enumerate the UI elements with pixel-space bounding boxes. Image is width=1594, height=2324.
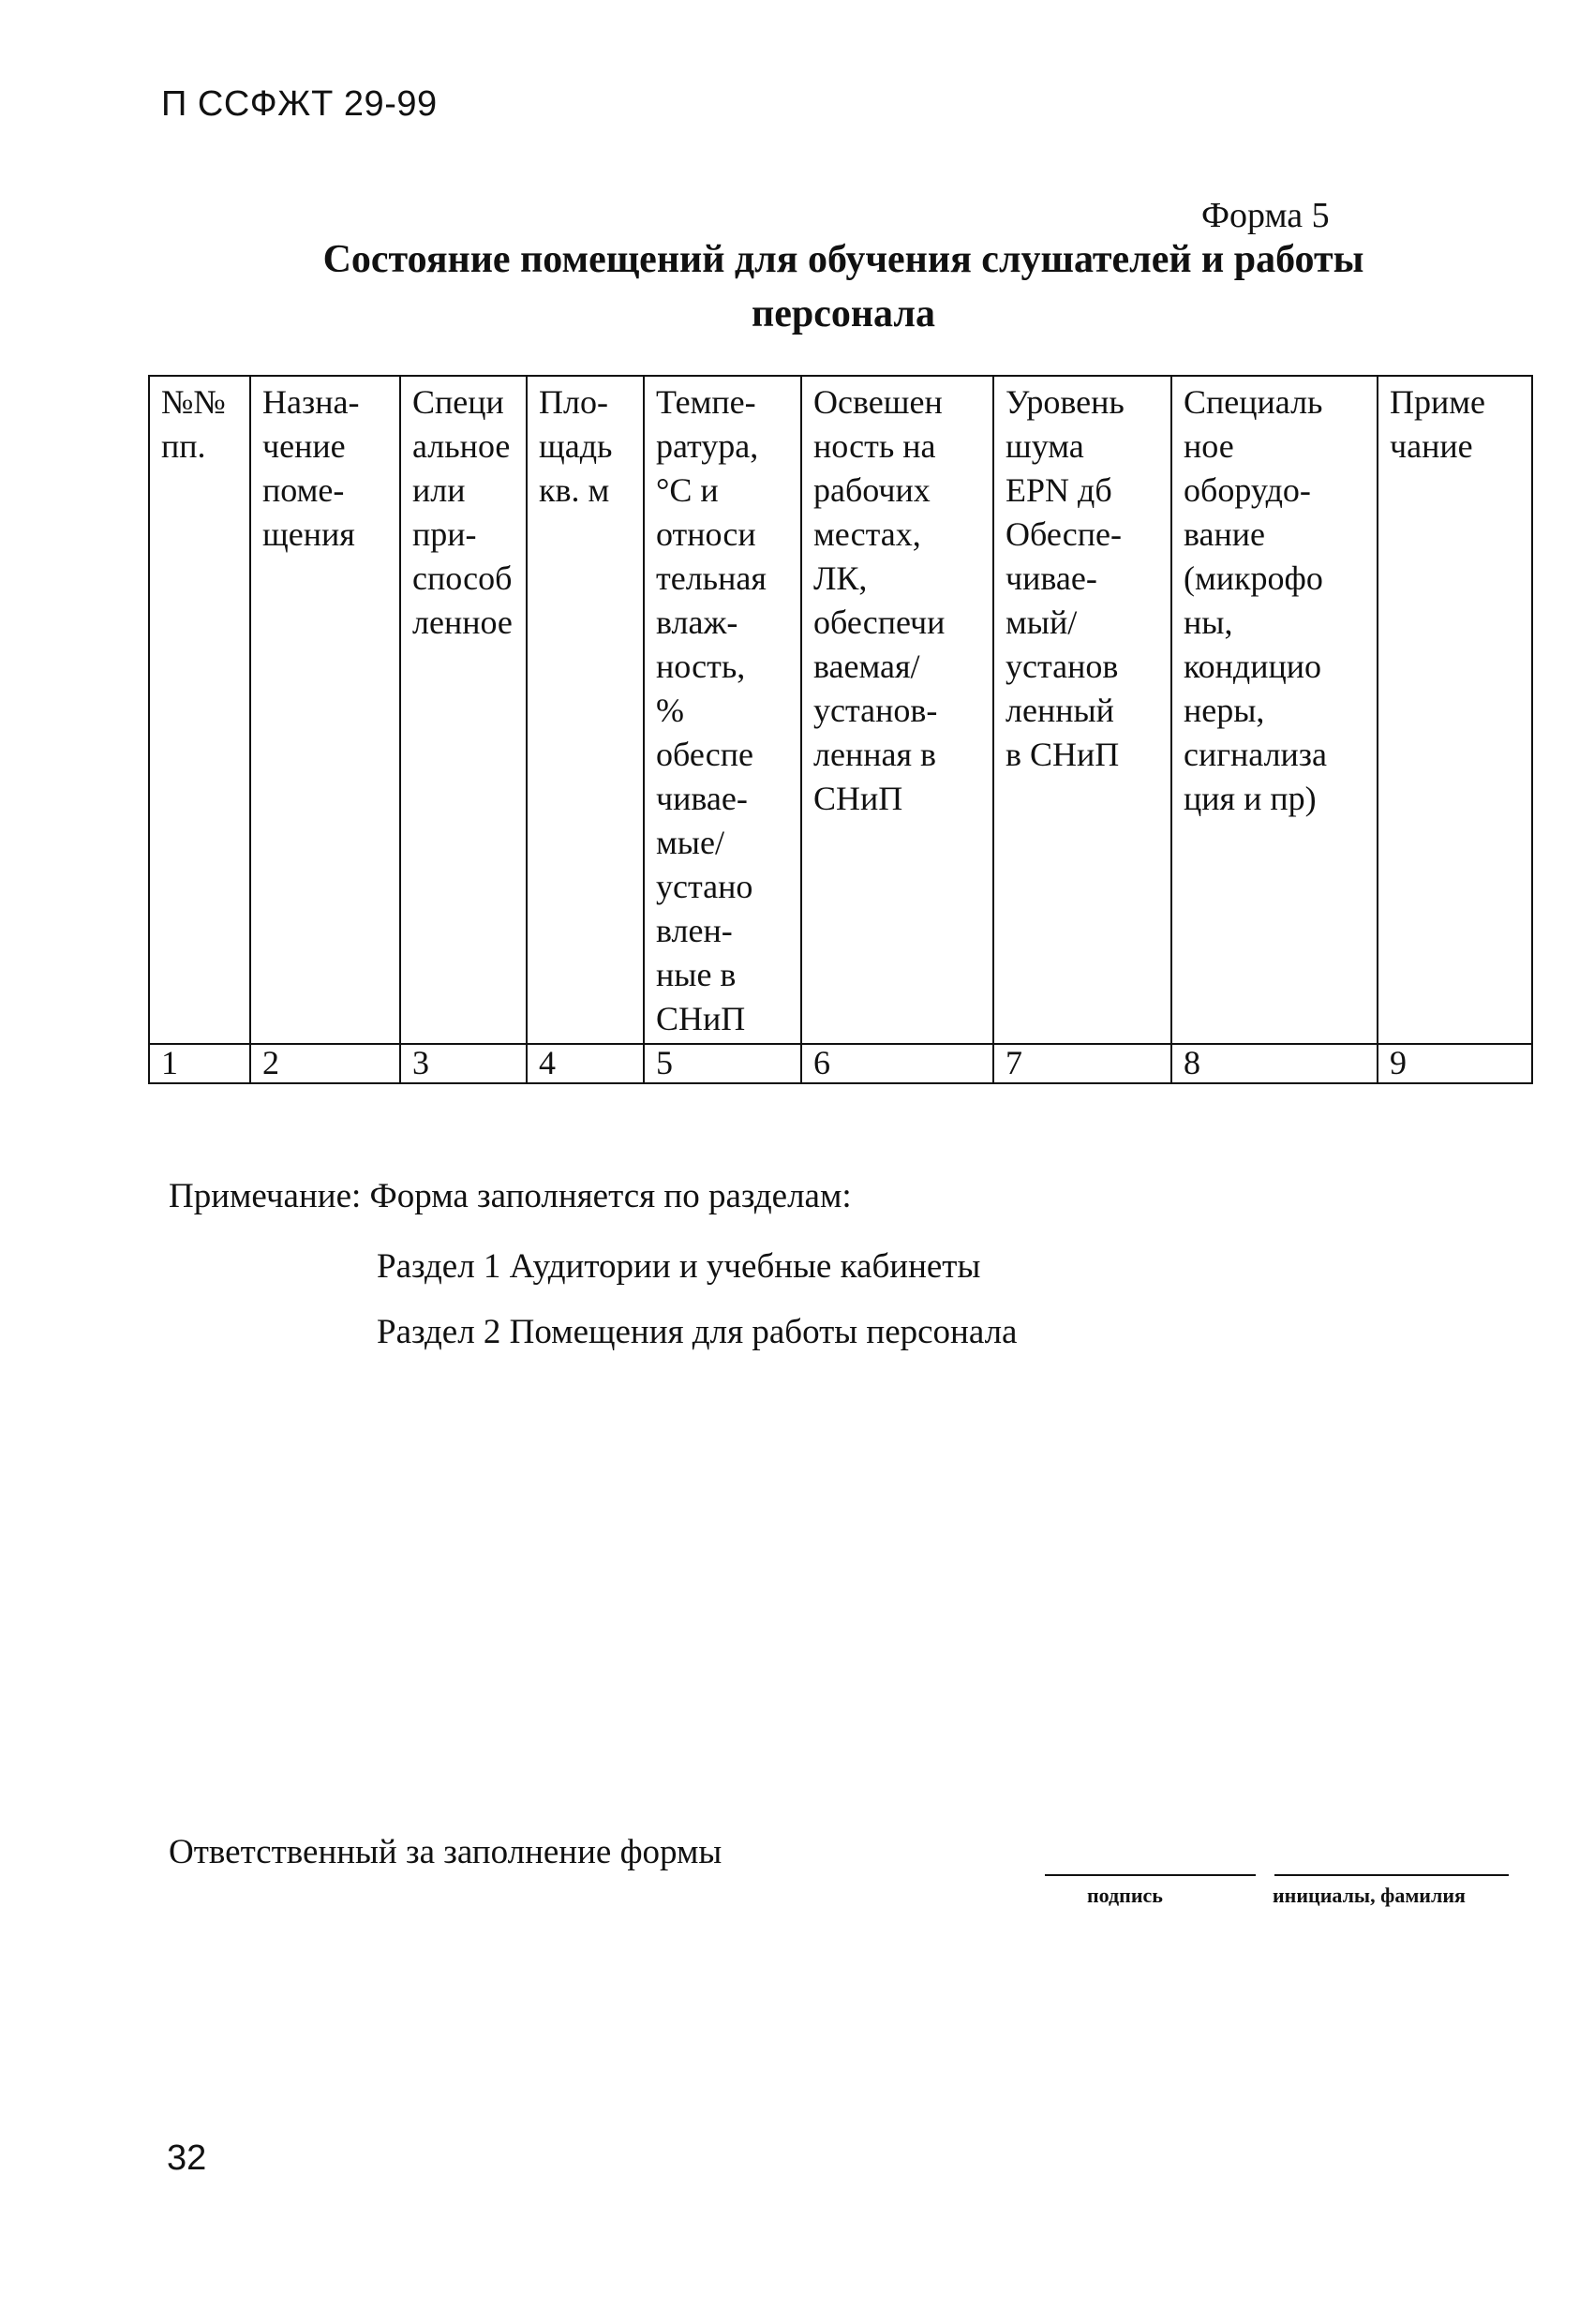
- responsible-label: Ответственный за заполнение формы: [169, 1833, 723, 1871]
- header-cell-special: Специ альное или при- способ ленное: [400, 376, 527, 1044]
- table-number-row: [149, 1044, 1532, 1083]
- column-number: 7: [993, 1044, 1171, 1083]
- header-cell-number: №№ пп.: [149, 376, 250, 1044]
- name-caption: инициалы, фамилия: [1273, 1884, 1466, 1907]
- column-number: 1: [149, 1044, 250, 1083]
- signature-caption: подпись: [1087, 1884, 1163, 1907]
- header-cell-remark: Приме чание: [1378, 376, 1532, 1044]
- column-number: 9: [1378, 1044, 1532, 1083]
- header-cell-purpose: Назна- чение поме- щения: [250, 376, 400, 1044]
- header-cell-temperature: Темпе- ратура, °С и относи тельная влаж- ность, % обеспе чивае- мые/ устано влен- ные в СНиП: [644, 376, 801, 1044]
- header-cell-lighting: Освешен ность на рабочих местах, ЛК, обеспечи ваемая/ установ- ленная в СНиП: [801, 376, 993, 1044]
- signature-line: [1045, 1874, 1256, 1876]
- table-header-row: [149, 376, 1532, 1044]
- column-number: 3: [400, 1044, 527, 1083]
- column-number: 4: [527, 1044, 644, 1083]
- rooms-table: [148, 375, 1533, 1084]
- header-cell-area: Пло- щадь кв. м: [527, 376, 644, 1044]
- column-number: 5: [644, 1044, 801, 1083]
- name-line: [1274, 1874, 1509, 1876]
- column-number: 2: [250, 1044, 400, 1083]
- document-code: П ССФЖТ 29-99: [161, 84, 438, 124]
- column-number: 8: [1171, 1044, 1378, 1083]
- form-label: Форма 5: [1201, 196, 1330, 235]
- note-section-1: Раздел 1 Аудитории и учебные кабинеты: [377, 1247, 981, 1286]
- note-section-2: Раздел 2 Помещения для работы персонала: [377, 1313, 1018, 1351]
- header-cell-noise: Уровень шума EPN дб Обеспе- чивае- мый/ установ ленный в СНиП: [993, 376, 1171, 1044]
- note-intro: Примечание: Форма заполняется по разделам:: [169, 1177, 852, 1215]
- page-number: 32: [167, 2138, 207, 2178]
- document-title: Состояние помещений для обучения слушателей и работы персонала: [322, 238, 1364, 335]
- column-number: 6: [801, 1044, 993, 1083]
- header-cell-equipment: Специаль ное оборудо- вание (микрофо ны, кондицио неры, сигнализа ция и пр): [1171, 376, 1378, 1044]
